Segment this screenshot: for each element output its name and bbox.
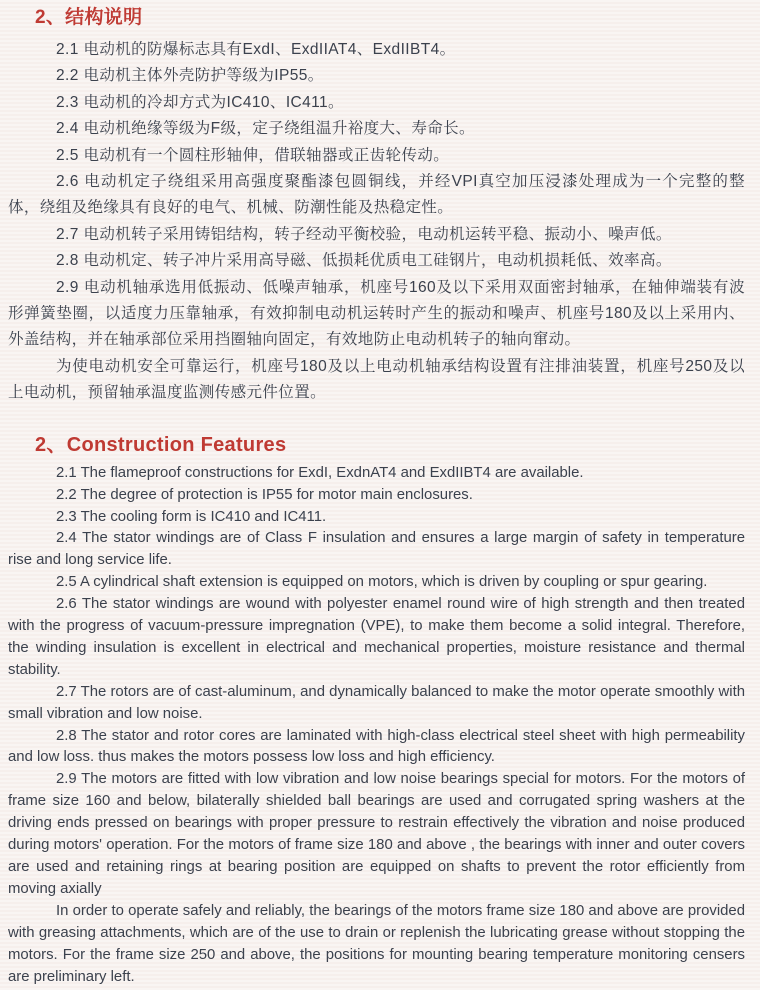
- cn-paragraph-2-9: 2.9 电动机轴承选用低振动、低噪声轴承，机座号160及以下采用双面密封轴承，在轴伸端装有波形弹簧垫圈，以适度力压靠轴承，有效抑制电动机运转时产生的振动和噪声、机座号180及以上采用内、外盖结构，并在轴承部位采用挡圈轴向固定，有效地防止电动机转子的轴向窜动。: [8, 278, 745, 349]
- cn-paragraph-2-8: 2.8 电动机定、转子冲片采用高导磁、低损耗优质电工硅钢片，电动机损耗低、效率高。: [56, 252, 672, 270]
- en-paragraph-note: In order to operate safely and reliably, the bearings of the motors frame size 180 and above are provided with greasing attachments, which are of the use to drain or replenish the lubricating grease without stopping the motors. For the frame size 250 and above, the positions for mounting bearing temperature monitoring censers are preliminary left.: [8, 902, 745, 985]
- en-paragraph-2-8: 2.8 The stator and rotor cores are laminated with high-class electrical steel sheet with high permeability and low loss. thus makes the motors possess low loss and high efficiency.: [8, 727, 745, 766]
- cn-paragraph-2-4: 2.4 电动机绝缘等级为F级，定子绕组温升裕度大、寿命长。: [56, 120, 475, 138]
- section-title-construction-en: 2、Construction Features: [35, 433, 287, 456]
- en-paragraph-2-4: 2.4 The stator windings are of Class F insulation and ensures a large margin of safety in temperature rise and long service life.: [8, 530, 745, 569]
- cn-paragraph-2-3: 2.3 电动机的冷却方式为IC410、IC411。: [56, 93, 344, 111]
- cn-paragraph-2-1: 2.1 电动机的防爆标志具有ExdI、ExdIIAT4、ExdIIBT4。: [56, 41, 456, 58]
- en-paragraph-2-7: 2.7 The rotors are of cast-aluminum, and dynamically balanced to make the motor operate smoothly with small vibration and low noise.: [8, 683, 745, 722]
- en-paragraph-2-6: 2.6 The stator windings are wound with polyester enamel round wire of high strength and then treated with the progress of vacuum-pressure impregnation (VPE), to make them become a solid integral. Therefore, the winding insulation is excellent in electrical and mechanical properties, moisture resistance and thermal stability.: [8, 596, 745, 678]
- en-paragraph-2-9: 2.9 The motors are fitted with low vibration and low noise bearings special for motors. For the motors of frame size 160 and below, bilaterally shielded ball bearings are used and corrugated spring washers at the driving ends pressed on bearings with proper pressure to restrain effectively the vibration and noise produced during motors' operation. For the motors of frame size 180 and above , the bearings with inner and outer covers are used and retaining rings at bearing position are equipped on shafts to prevent the rotor efficiently from moving axially: [8, 771, 745, 897]
- en-section-body: [8, 463, 745, 989]
- cn-paragraph-2-6: 2.6 电动机定子绕组采用高强度聚酯漆包圆铜线，并经VPI真空加压浸漆处理成为一个完整的整体，绕组及绝缘具有良好的电气、机械、防潮性能及热稳定性。: [8, 173, 745, 217]
- cn-paragraph-2-2: 2.2 电动机主体外壳防护等级为IP55。: [56, 67, 324, 85]
- en-paragraph-2-5: 2.5 A cylindrical shaft extension is equipped on motors, which is driven by coupling or spur gearing.: [56, 574, 708, 591]
- cn-paragraph-2-7: 2.7 电动机转子采用铸铝结构，转子经动平衡校验，电动机运转平稳、振动小、噪声低。: [56, 225, 672, 243]
- cn-paragraph-2-5: 2.5 电动机有一个圆柱形轴伸，借联轴器或正齿轮传动。: [56, 146, 450, 164]
- en-paragraph-2-1: 2.1 The flameproof constructions for ExdI, ExdnAT4 and ExdIIBT4 are available.: [56, 464, 584, 481]
- cn-paragraph-note: 为使电动机安全可靠运行，机座号180及以上电动机轴承结构设置有注排油装置，机座号250及以上电动机，预留轴承温度监测传感元件位置。: [8, 357, 745, 402]
- cn-section-body: [8, 37, 745, 407]
- section-title-structure-cn: 2、结构说明: [35, 7, 143, 28]
- en-paragraph-2-3: 2.3 The cooling form is IC410 and IC411.: [56, 508, 327, 525]
- en-paragraph-2-2: 2.2 The degree of protection is IP55 for motor main enclosures.: [56, 486, 473, 503]
